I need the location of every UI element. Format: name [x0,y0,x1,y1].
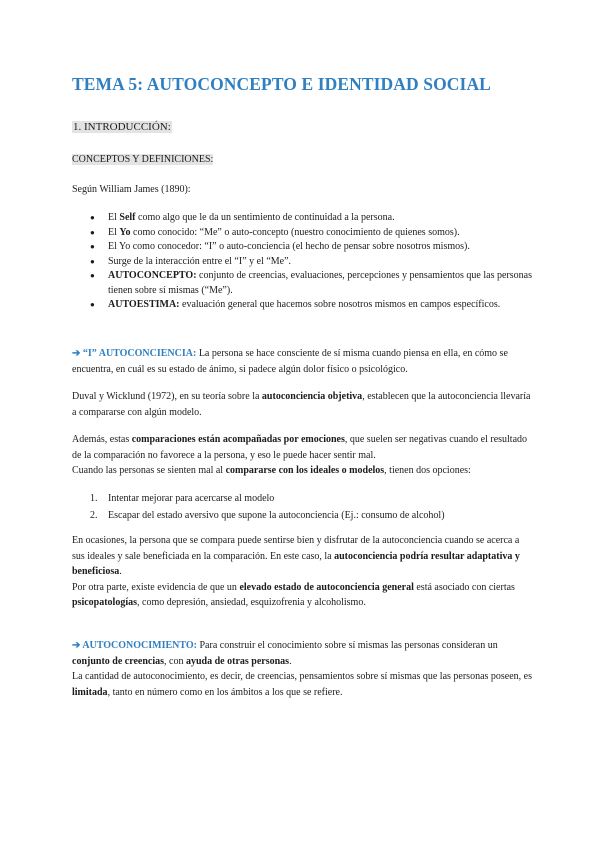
option-item: 1. Intentar mejorar para acercarse al modelo [90,493,275,504]
paragraph-autoconocimiento: ➔ AUTOCONOCIMIENTO: Para construir el conocimiento sobre sí mismas las personas consideran un conjunto de creencias, con ayuda de otras personas. La cantidad de autoconocimiento, es decir, de creencias, pensamientos sobre sí mismas que las personas poseen, es limitada, tanto en número como en los ámbitos a los que se refiere. [72,640,533,698]
bullet-item: ● El Yo como conocido: “Me” o auto-concepto (nuestro conocimiento de quienes somos). [90,226,538,241]
intro-heading-line [72,120,532,136]
paragraph-ademas: Además, estas comparaciones están acompañadas por emociones, que suelen ser negativas cuando el resultado de la comparación no favorece a la persona, y eso le puede hacer sentir mal. Cuando las personas se sienten mal al compararse con los ideales o modelos, tienen dos opciones: [72,434,528,476]
bullet-item: ● Surge de la interacción entre el “I” y el “Me”. [90,255,538,270]
paragraph-autoconciencia: ➔ “I” AUTOCONCIENCIA: La persona se hace consciente de sí misma cuando piensa en ella, en cómo se encuentra, en cuál es su estado de ánimo, si padece algún dolor físico o psicológico. [72,348,508,375]
autoconocimiento-label: ➔ AUTOCONOCIMIENTO: [72,640,197,651]
bullet-item: ● El Self como algo que le da un sentimiento de continuidad a la persona. [90,211,538,226]
james-intro: Según William James (1890): [72,184,191,195]
concepts-heading: CONCEPTOS Y DEFINICIONES: [72,154,214,165]
concepts-heading-line [72,152,532,168]
bullet-item: ● AUTOESTIMA: evaluación general que hacemos sobre nosotros mismos en campos específicos. [90,298,538,313]
autoconciencia-label: ➔ “I” AUTOCONCIENCIA: [72,348,197,359]
intro-heading: 1. INTRODUCCIÓN: [73,121,171,133]
bullet-item: ● AUTOCONCEPTO: conjunto de creencias, evaluaciones, percepciones y pensamientos que las personas tienen sobre sí mismas (“Me”). [90,269,538,298]
bullet-item: ● El Yo como conocedor: “I” o auto-conciencia (el hecho de pensar sobre nosotros mismos). [90,240,538,255]
options-list [90,490,538,524]
page-title: TEMA 5: AUTOCONCEPTO E IDENTIDAD SOCIAL [72,74,491,94]
james-bullet-list [90,211,538,313]
option-item: 2. Escapar del estado aversivo que supone la autoconciencia (Ej.: consumo de alcohol) [90,510,445,521]
paragraph-ocasiones: En ocasiones, la persona que se compara puede sentirse bien y disfrutar de la autoconciencia cuando se acerca a sus ideales y sale beneficiada en la comparación. En este caso, la autoconciencia podría resultar adaptativa y beneficiosa. Por otra parte, existe evidencia de que un elevado estado de autoconciencia general está asociado con ciertas psicopatologías, como depresión, ansiedad, esquizofrenia y alcoholismo. [72,535,520,608]
paragraph-duval: Duval y Wicklund (1972), en su teoría sobre la autoconciencia objetiva, establecen que la autoconciencia llevaría a compararse con algún modelo. [72,391,531,418]
